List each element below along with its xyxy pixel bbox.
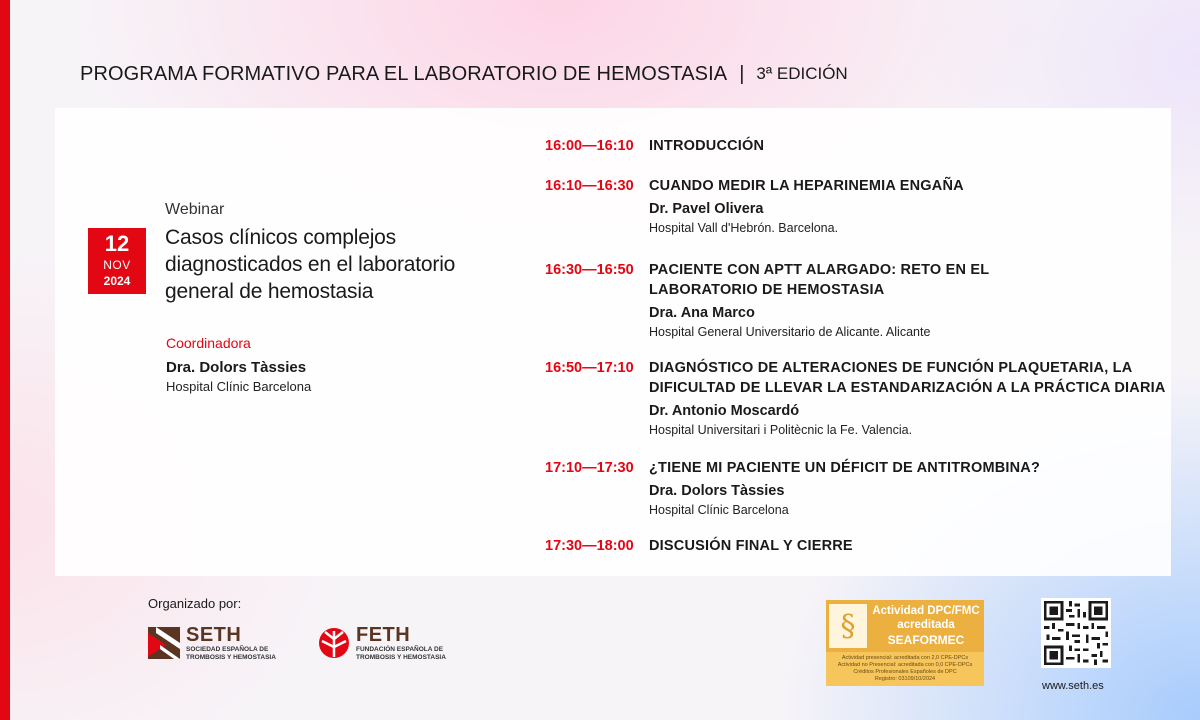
qr-code-icon[interactable] — [1041, 598, 1111, 668]
feth-name-line2: TROMBOSIS Y HEMOSTASIA — [356, 654, 446, 661]
accreditation-line1: Actividad DPC/FMC — [872, 605, 980, 617]
seth-name-line1: SOCIEDAD ESPAÑOLA DE — [186, 646, 269, 653]
session-title: DISCUSIÓN FINAL Y CIERRE — [649, 538, 853, 554]
coordinator-hospital: Hospital Clínic Barcelona — [166, 379, 312, 394]
edition-label: 3ª EDICIÓN — [756, 64, 848, 83]
coordinator-role: Coordinadora — [166, 335, 251, 351]
session-title: LABORATORIO DE HEMOSTASIA — [649, 282, 885, 298]
session-time: 16:10—16:30 — [545, 178, 634, 194]
session-title: DIFICULTAD DE LLEVAR LA ESTANDARIZACIÓN A LA PRÁCTICA DIARIA — [649, 380, 1166, 396]
schedule-session — [545, 260, 1165, 358]
date-month: NOV — [103, 258, 131, 272]
schedule-session — [545, 458, 1165, 536]
session-title: INTRODUCCIÓN — [649, 138, 765, 154]
accreditation-note: Actividad presencial: acreditada con 2,0 CPE-DPCs — [841, 655, 969, 661]
feth-mark-icon — [316, 625, 352, 661]
page-header — [80, 62, 848, 86]
session-time: 16:50—17:10 — [545, 360, 634, 376]
event-type: Webinar — [165, 201, 225, 218]
accreditation-badge — [826, 600, 984, 686]
seth-logo — [146, 624, 276, 662]
seth-mark-icon — [146, 625, 182, 661]
organized-by-label: Organizado por: — [148, 596, 242, 611]
schedule-session — [545, 136, 1165, 176]
session-time: 17:30—18:00 — [545, 538, 634, 554]
session-time: 17:10—17:30 — [545, 460, 634, 476]
schedule-session — [545, 536, 1165, 560]
event-info — [165, 200, 505, 305]
header-separator: | — [739, 62, 745, 85]
session-speaker: Dr. Antonio Moscardó — [649, 403, 800, 419]
schedule-session — [545, 176, 1165, 260]
date-day: 12 — [104, 231, 130, 256]
section-sign-icon: § — [829, 604, 867, 648]
coordinator-name: Dra. Dolors Tàssies — [166, 359, 307, 376]
feth-acronym: FETH — [356, 624, 411, 646]
session-speaker: Dra. Dolors Tàssies — [649, 483, 785, 499]
program-title: PROGRAMA FORMATIVO PARA EL LABORATORIO DE HEMOSTASIA — [80, 62, 728, 85]
date-year: 2024 — [103, 274, 131, 288]
session-hospital: Hospital Clínic Barcelona — [649, 503, 789, 517]
accreditation-note: Actividad no Presencial: acreditada con 0,0 CPE-DPCs — [837, 662, 973, 668]
session-time: 16:00—16:10 — [545, 138, 634, 154]
seth-name-line2: TROMBOSIS Y HEMOSTASIA — [186, 654, 276, 661]
coordinator-block — [166, 334, 496, 396]
session-hospital: Hospital Universitari i Politècnic la Fe. Valencia. — [649, 423, 913, 437]
accreditation-note: Créditos Profesionales Españoles de DPC — [853, 669, 957, 675]
feth-name-line1: FUNDACIÓN ESPAÑOLA DE — [356, 646, 444, 653]
session-title: CUANDO MEDIR LA HEPARINEMIA ENGAÑA — [649, 178, 964, 194]
session-title: ¿TIENE MI PACIENTE UN DÉFICIT DE ANTITROMBINA? — [649, 460, 1041, 476]
session-hospital: Hospital General Universitario de Alicante. Alicante — [649, 325, 931, 339]
schedule-session — [545, 358, 1165, 458]
session-time: 16:30—16:50 — [545, 262, 634, 278]
session-speaker: Dr. Pavel Olivera — [649, 201, 764, 217]
event-title: Casos clínicos complejos diagnosticados en el laboratorio general de hemostasia — [165, 226, 456, 303]
website-link[interactable]: www.seth.es — [1042, 680, 1104, 692]
accreditation-line2: acreditada — [897, 619, 955, 631]
accreditation-note: Registro: 03109/10/2024 — [874, 676, 936, 682]
red-side-bar — [0, 0, 10, 720]
session-hospital: Hospital Vall d'Hebrón. Barcelona. — [649, 221, 839, 235]
session-speaker: Dra. Ana Marco — [649, 305, 755, 321]
feth-logo — [316, 624, 446, 662]
seth-acronym: SETH — [186, 624, 242, 646]
schedule — [545, 136, 1165, 560]
session-title: DIAGNÓSTICO DE ALTERACIONES DE FUNCIÓN PLAQUETARIA, LA — [649, 360, 1133, 376]
accreditation-line3: SEAFORMEC — [887, 633, 965, 647]
session-title: PACIENTE CON APTT ALARGADO: RETO EN EL — [649, 262, 990, 278]
date-badge — [88, 228, 146, 294]
